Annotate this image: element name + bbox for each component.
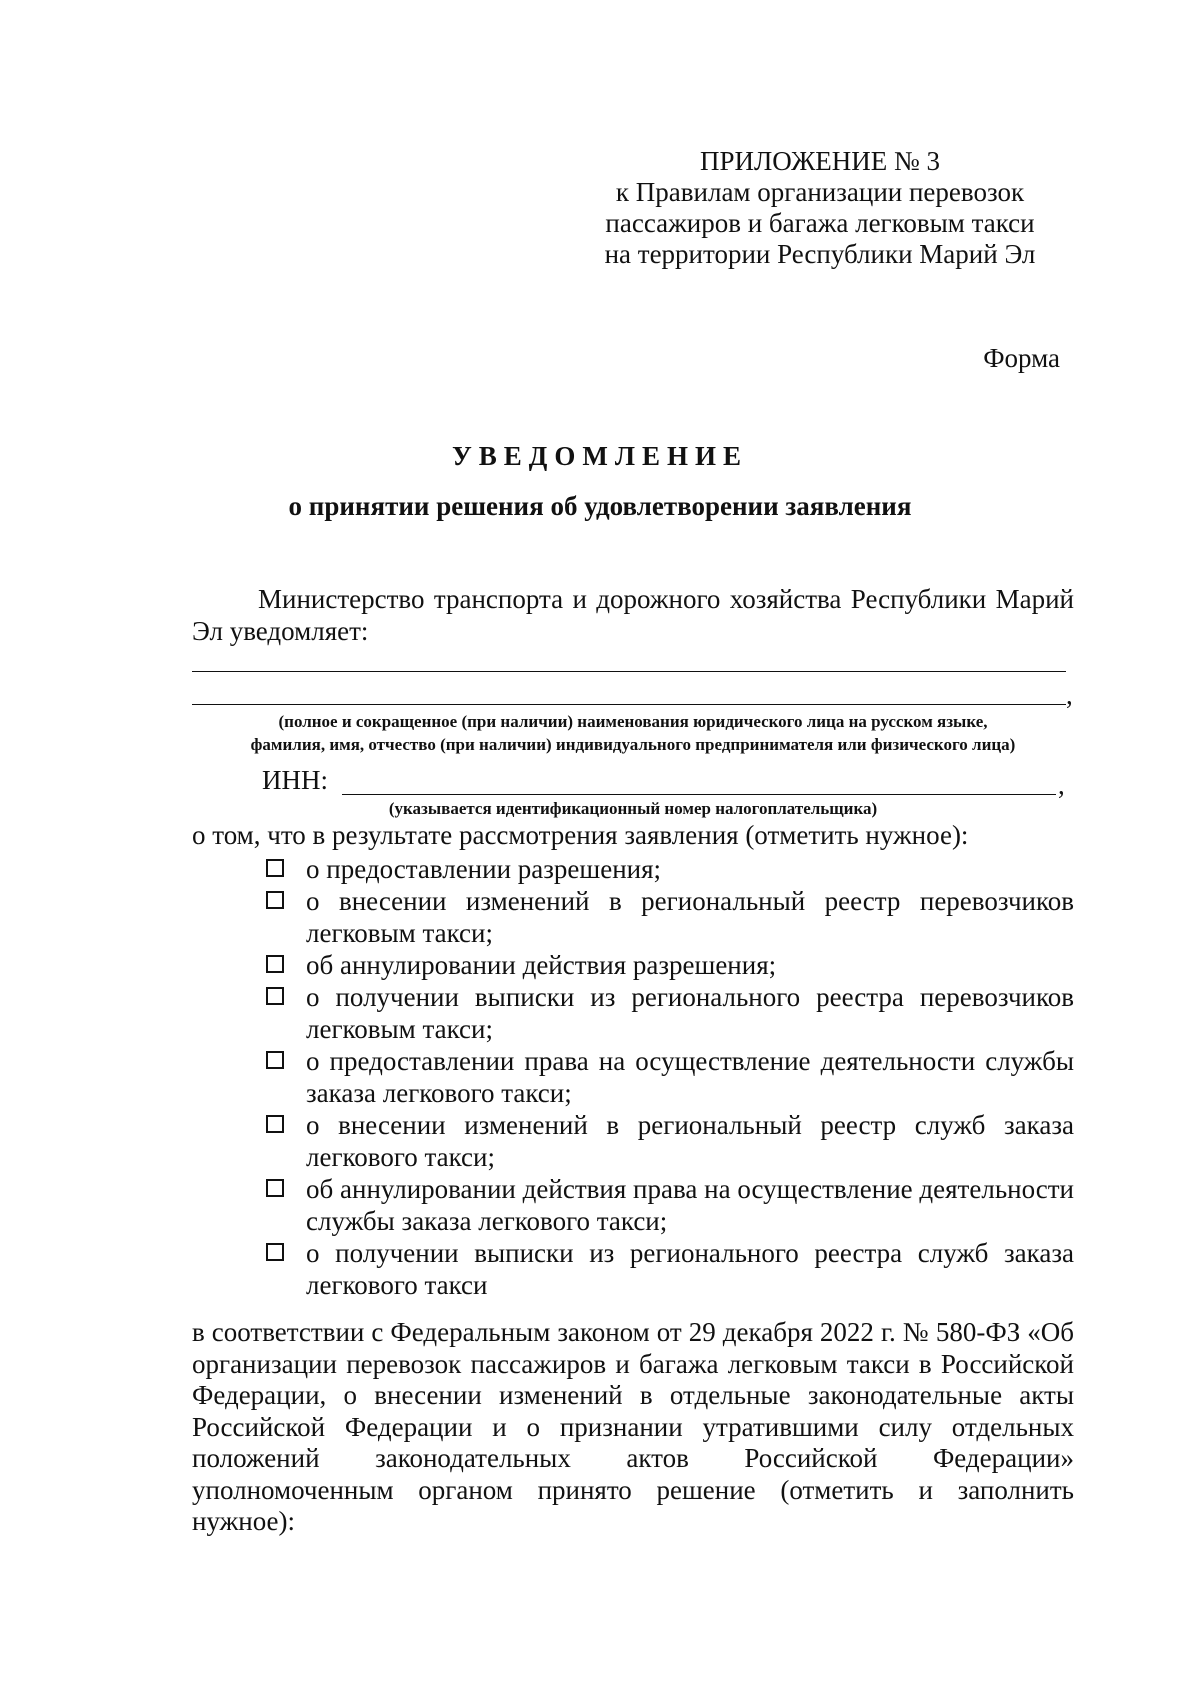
checkbox-icon[interactable] (266, 859, 284, 877)
name-hint (192, 710, 1074, 756)
option-text: о получении выписки из регионального реестра перевозчиков легковым такси; (306, 982, 1074, 1044)
name-hint-line-1: (полное и сокращенное (при наличии) наименования юридического лица на русском языке, (278, 712, 988, 731)
checkbox-icon[interactable] (266, 891, 284, 909)
inn-label: ИНН: (262, 765, 328, 795)
document-subtitle: о принятии решения об удовлетворении заявления (288, 491, 912, 521)
options-list (262, 853, 1074, 1301)
checkbox-icon[interactable] (266, 1243, 284, 1261)
checkbox-icon[interactable] (266, 1051, 284, 1069)
checkbox-icon[interactable] (266, 987, 284, 1005)
name-fill-line-2[interactable] (192, 704, 1066, 705)
name-fill-line-1[interactable] (192, 671, 1066, 672)
inn-line-comma: , (1058, 770, 1065, 800)
option-item (262, 853, 1074, 885)
option-text: об аннулировании действия разрешения; (306, 950, 777, 980)
checkbox-icon[interactable] (266, 955, 284, 973)
name-hint-line-2: фамилия, имя, отчество (при наличии) индивидуального предпринимателя или физического лица) (250, 735, 1016, 754)
checkbox-icon[interactable] (266, 1115, 284, 1133)
legal-basis-paragraph: в соответствии с Федеральным законом от 29 декабря 2022 г. № 580-ФЗ «Об организации перевозок пассажиров и багажа легковым такси в Российской Федерации, о внесении изменений в отдельные законодательные акты Российской Федерации и о признании утратившими силу отдельных положений законодательных актов Российской Федерации» уполномоченным органом принято решение (отметить и заполнить нужное): (192, 1317, 1074, 1536)
option-item (262, 1237, 1074, 1301)
appendix-header (600, 146, 1040, 270)
option-text: о получении выписки из регионального реестра служб заказа легкового такси (306, 1238, 1074, 1300)
name-line-comma: , (1066, 680, 1073, 710)
result-intro: о том, что в результате рассмотрения заявления (отметить нужное): (192, 820, 969, 850)
checkbox-icon[interactable] (266, 1179, 284, 1197)
option-text: об аннулировании действия права на осуществление деятельности службы заказа легкового такси; (306, 1174, 1074, 1236)
option-text: о внесении изменений в региональный реестр перевозчиков легковым такси; (306, 886, 1074, 948)
form-label: Форма (983, 343, 1060, 373)
option-item (262, 1045, 1074, 1109)
option-item (262, 981, 1074, 1045)
appendix-line-1: к Правилам организации перевозок (615, 177, 1025, 207)
appendix-line-3: на территории Республики Марий Эл (604, 239, 1036, 269)
option-text: о внесении изменений в региональный реестр служб заказа легкового такси; (306, 1110, 1074, 1172)
document-title: УВЕДОМЛЕНИЕ (451, 441, 749, 471)
option-item (262, 885, 1074, 949)
option-text: о предоставлении разрешения; (306, 854, 662, 884)
inn-hint: (указывается идентификационный номер налогоплательщика) (388, 799, 878, 818)
inn-fill-line[interactable] (342, 794, 1056, 795)
option-item (262, 1173, 1074, 1237)
option-item (262, 949, 1074, 981)
option-item (262, 1109, 1074, 1173)
appendix-line-2: пассажиров и багажа легковым такси (605, 208, 1035, 238)
intro-paragraph: Министерство транспорта и дорожного хозяйства Республики Марий Эл уведомляет: (192, 584, 1074, 646)
option-text: о предоставлении права на осуществление деятельности службы заказа легкового такси; (306, 1046, 1074, 1108)
appendix-title: ПРИЛОЖЕНИЕ № 3 (699, 146, 941, 176)
